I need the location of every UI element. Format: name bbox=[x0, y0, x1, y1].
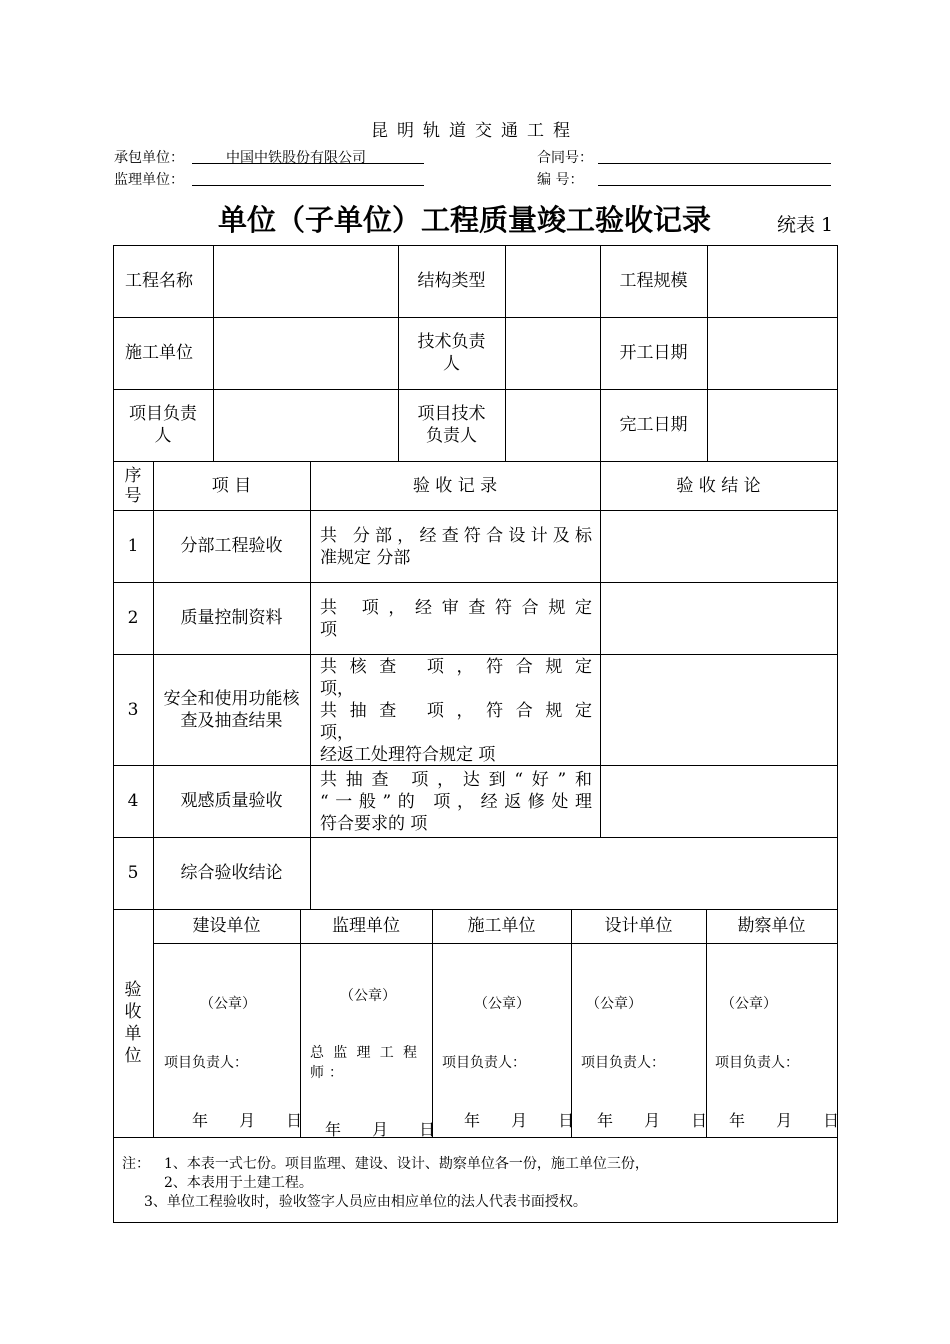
seal-surveyor: （公章） bbox=[721, 996, 777, 1012]
row-5-number: 5 bbox=[127, 863, 139, 883]
label-project-tech-leader: 项目技术负责人 bbox=[417, 404, 486, 446]
leader-owner: 项目负责人： bbox=[164, 1055, 248, 1071]
row-1-record bbox=[320, 525, 592, 569]
row-4-record-line: “一般”的 项，经返修处理 bbox=[320, 792, 592, 812]
note-prefix: 注： bbox=[122, 1156, 150, 1172]
row-4-number: 4 bbox=[127, 791, 139, 811]
unit-supervisor-header: 监理单位 bbox=[332, 916, 400, 936]
contract-no-underline bbox=[598, 163, 831, 164]
unit-owner-header: 建设单位 bbox=[192, 916, 261, 936]
contract-no-label: 合同号： bbox=[537, 150, 593, 166]
row-1-item: 分部工程验收 bbox=[180, 536, 283, 556]
date-owner: 年 月 日 bbox=[192, 1111, 303, 1130]
row-2-record bbox=[320, 597, 592, 641]
note-1: 1、本表一式七份。项目监理、建设、设计、勘察单位各一份，施工单位三份， bbox=[164, 1156, 649, 1172]
chief-supervisor: 总监理工程师： bbox=[310, 1045, 422, 1081]
row-3-record-line: 共抽查 项，符合规定 bbox=[320, 701, 592, 721]
contractor-value: 中国中铁股份有限公司 bbox=[226, 150, 366, 166]
date-designer: 年 月 日 bbox=[597, 1111, 708, 1130]
acceptance-label: 验收单位 bbox=[124, 980, 142, 1066]
label-project-scale: 工程规模 bbox=[619, 271, 688, 291]
row-1-record-line: 共 分部，经查符合设计及标 bbox=[320, 526, 592, 546]
header-seq: 序号 bbox=[124, 465, 142, 506]
label-tech-leader: 技术负责人 bbox=[417, 332, 486, 374]
date-supervisor: 年 月 日 bbox=[325, 1120, 436, 1139]
note-3: 3、单位工程验收时，验收签字人员应由相应单位的法人代表书面授权。 bbox=[144, 1194, 587, 1210]
label-start-date: 开工日期 bbox=[619, 343, 688, 363]
seal-supervisor: （公章） bbox=[340, 988, 396, 1004]
document-title: 单位（子单位）工程质量竣工验收记录 bbox=[218, 203, 712, 237]
label-construction-unit: 施工单位 bbox=[125, 343, 193, 363]
note-2: 2、本表用于土建工程。 bbox=[164, 1175, 313, 1191]
date-surveyor: 年 月 日 bbox=[729, 1111, 840, 1130]
row-3-record-line: 项， bbox=[320, 723, 354, 743]
supervisor-label: 监理单位： bbox=[114, 172, 184, 188]
serial-no-label: 编 号： bbox=[537, 172, 584, 188]
leader-contractor: 项目负责人： bbox=[442, 1055, 526, 1071]
unit-surveyor-header: 勘察单位 bbox=[737, 916, 806, 936]
label-project-leader: 项目负责人 bbox=[129, 404, 197, 446]
row-3-item: 安全和使用功能核查及抽查结果 bbox=[163, 688, 300, 731]
row-4-record-line: 符合要求的 项 bbox=[320, 814, 428, 834]
unit-designer-header: 设计单位 bbox=[604, 916, 673, 936]
table-number: 统表 1 bbox=[777, 214, 834, 236]
row-1-number: 1 bbox=[127, 536, 139, 556]
label-finish-date: 完工日期 bbox=[619, 415, 688, 435]
row-3-record-line: 共核查 项，符合规定 bbox=[320, 657, 592, 677]
project-name: 昆明轨道交通工程 bbox=[371, 121, 579, 141]
seal-designer: （公章） bbox=[586, 996, 642, 1012]
header-conclusion: 验 收 结 论 bbox=[676, 475, 761, 496]
leader-designer: 项目负责人： bbox=[581, 1055, 665, 1071]
contractor-label: 承包单位： bbox=[114, 150, 184, 166]
label-project-name: 工程名称 bbox=[125, 271, 193, 291]
label-structure-type: 结构类型 bbox=[417, 271, 486, 291]
row-3-number: 3 bbox=[127, 699, 139, 720]
row-5-item: 综合验收结论 bbox=[180, 863, 283, 883]
row-2-item: 质量控制资料 bbox=[180, 608, 283, 628]
row-3-record-line: 项， bbox=[320, 679, 354, 699]
row-2-record-line: 项 bbox=[320, 620, 337, 640]
leader-surveyor: 项目负责人： bbox=[715, 1055, 799, 1071]
seal-contractor: （公章） bbox=[474, 996, 530, 1012]
row-4-record bbox=[320, 769, 592, 835]
row-4-item: 观感质量验收 bbox=[180, 791, 283, 811]
unit-contractor-header: 施工单位 bbox=[467, 916, 536, 936]
supervisor-underline bbox=[192, 185, 424, 186]
serial-no-underline bbox=[598, 185, 831, 186]
header-record: 验 收 记 录 bbox=[412, 475, 498, 496]
seal-owner: （公章） bbox=[200, 996, 256, 1012]
row-3-record bbox=[320, 656, 592, 766]
row-2-record-line: 共 项，经审查符合规定 bbox=[320, 598, 592, 618]
date-contractor: 年 月 日 bbox=[464, 1111, 575, 1130]
row-2-number: 2 bbox=[127, 608, 139, 628]
row-3-record-line: 经返工处理符合规定 项 bbox=[320, 745, 496, 765]
row-4-record-line: 共抽查 项，达到“好”和 bbox=[320, 770, 592, 790]
row-1-record-line: 准规定 分部 bbox=[320, 548, 411, 568]
header-item: 项 目 bbox=[211, 475, 252, 496]
